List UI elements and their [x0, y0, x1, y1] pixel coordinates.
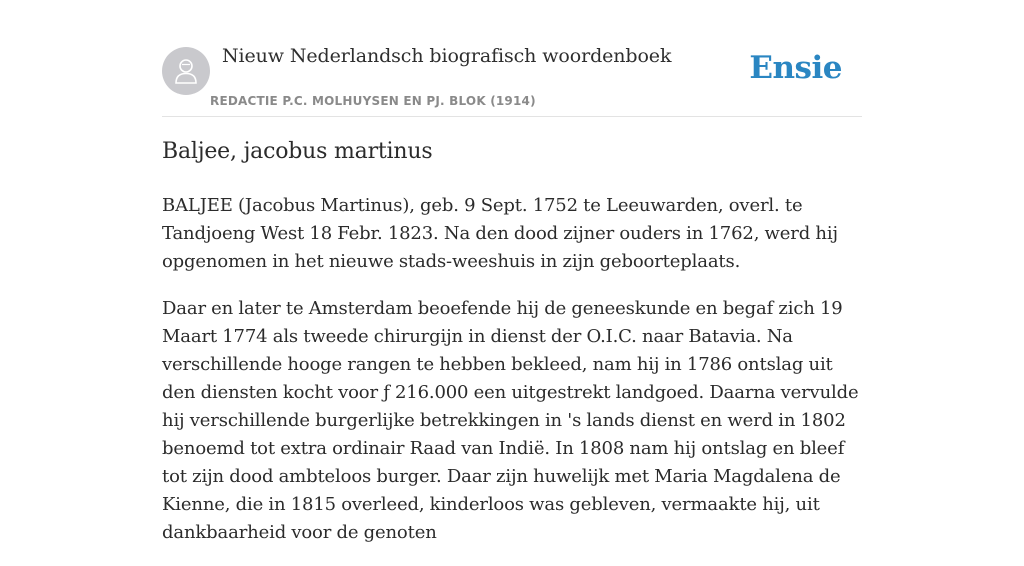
page-container	[162, 0, 862, 543]
source-header	[162, 0, 862, 117]
entry-paragraph: Daar en later te Amsterdam beoefende hij de geneeskunde en begaf zich 19 Maart 1774 als tweede chirurgijn in dienst der O.I.C. naar Batavia. Na verschillende hooge rangen te hebben bekleed, nam hij in 1786 ontslag uit den diensten kocht voor ƒ 216.000 een uitgestrekt landgoed. Daarna vervulde hij verschillende burgerlijke betrekkingen in 's lands dienst en werd in 1802 benoemd tot extra ordinair Raad van Indië. In 1808 nam hij ontslag en bleef tot zijn dood ambteloos burger. Daar zijn huwelijk met Maria Magdalena de Kienne, die in 1815 overleed, kinderloos was gebleven, vermaakte hij, uit dankbaarheid voor de genoten	[162, 298, 859, 543]
editors-credit: REDACTIE P.C. MOLHUYSEN EN PJ. BLOK (1914)	[210, 94, 536, 108]
avatar[interactable]	[162, 47, 210, 95]
entry-title: Baljee, jacobus martinus	[162, 139, 433, 164]
book-title[interactable]: Nieuw Nederlandsch biografisch woordenboek	[222, 45, 672, 67]
entry-body	[162, 192, 862, 566]
user-silhouette-icon	[171, 56, 201, 86]
ensie-logo[interactable]: Ensie	[749, 50, 842, 86]
entry-paragraph: BALJEE (Jacobus Martinus), geb. 9 Sept. 1752 te Leeuwarden, overl. te Tandjoeng West 18 Febr. 1823. Na den dood zijner ouders in 1762, werd hij opgenomen in het nieuwe stads-weeshuis in zijn geboorteplaats.	[162, 195, 838, 272]
